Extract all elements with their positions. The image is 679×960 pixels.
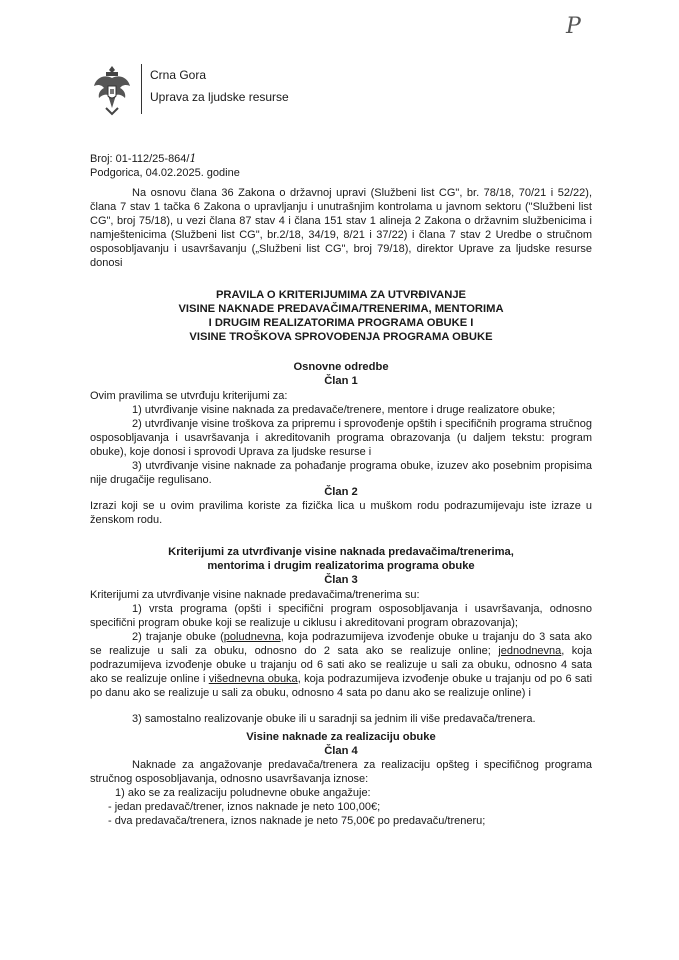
section-heading: Visine naknade za realizaciju obuke — [246, 731, 436, 743]
title-line: VISINE NAKNADE PREDAVAČIMA/TRENERIMA, MENTORIMA — [178, 303, 504, 315]
article-heading: Član 1 — [324, 375, 358, 387]
underlined-term: višednevna obuka — [208, 673, 298, 685]
text-segment: , koja podrazumijeva izvođenje obuke u trajanju od po 6 sati po danu ako se realizuje u sali za obuku, odnosno 4 sata po danu ako se realizuje online) i — [90, 673, 593, 699]
title-line: PRAVILA O KRITERIJUMIMA ZA UTVRĐIVANJE — [215, 289, 467, 301]
document-title — [90, 288, 592, 344]
list-item: 2) utvrđivanje visine troškova za pripremu i sprovođenje opštih i specifičnih programa stručnog osposobljavanja i usavršavanja i akreditovanih programa obrazovanja (u daljem tekstu: program obuke), koje donosi i sprovodi Uprava za ljudske resurse i — [90, 418, 592, 458]
article-intro: Ovim pravilima se utvrđuju kriterijumi za: — [90, 390, 288, 402]
section-heading — [90, 545, 592, 573]
article-intro: Kriterijumi za utvrđivanje visine naknade predavačima/trenerima su: — [90, 589, 420, 601]
text-segment: , koja podrazumijeva izvođenje obuke u trajanju do 3 sata ako se realizuje u sali za obuku, odnosno do 2 sata ako se realizuje online; — [90, 631, 592, 657]
underlined-term: jednodnevna — [498, 645, 562, 657]
section-heading: Osnovne odredbe — [293, 361, 389, 373]
list-item: 1) utvrđivanje visine naknada za predavače/trenere, mentore i druge realizatore obuke; — [132, 404, 556, 416]
article-heading: Član 2 — [324, 486, 358, 498]
reference-date: Podgorica, 04.02.2025. godine — [90, 167, 240, 179]
list-item: 1) vrsta programa (opšti i specifični program osposobljavanja i usavršavanja, odnosno specifični program obuke koji se realizuje u ciklusu i akreditovani program obrazovanja); — [90, 603, 592, 629]
list-item — [90, 630, 592, 700]
header-organization: Uprava za ljudske resurse — [150, 90, 289, 104]
section-heading-line: mentorima i drugim realizatorima programa obuke — [207, 560, 475, 572]
text-segment: 2) trajanje obuke ( — [132, 631, 224, 643]
header-divider — [141, 64, 142, 114]
article-text: Izrazi koji se u ovim pravilima koriste za fizička lica u muškom rodu podrazumijevaju iste izraze u ženskom rodu. — [90, 500, 592, 526]
coat-of-arms-icon — [90, 64, 134, 116]
article-heading: Član 3 — [324, 574, 358, 586]
text-segment: , koja podrazumijeva izvođenje obuke u trajanju od 6 sati ako se realizuje u sali za obuku, odnosno 4 sata ako se realizuje online i — [90, 645, 592, 685]
article-heading: Član 4 — [324, 745, 358, 757]
section-heading-line: Kriterijumi za utvrđivanje visine naknada predavačima/trenerima, — [168, 546, 514, 558]
header-country: Crna Gora — [150, 68, 207, 82]
underlined-term: poludnevna — [223, 631, 281, 643]
list-item: 3) utvrđivanje visine naknade za pohađanje programa obuke, izuzev ako posebnim propisima nije drugačije regulisano. — [90, 460, 592, 486]
list-item: 3) samostalno realizovanje obuke ili u saradnji sa jednim ili više predavača/trenera. — [132, 713, 536, 725]
list-item: - jedan predavač/trener, iznos naknade je neto 100,00€; — [108, 801, 381, 813]
reference-block — [90, 152, 240, 180]
reference-number-suffix: 1 — [189, 152, 197, 165]
title-line: VISINE TROŠKOVA SPROVOĐENJA PROGRAMA OBUKE — [189, 331, 493, 343]
handwritten-initial: P — [566, 14, 581, 39]
list-item: 1) ako se za realizaciju poludnevne obuke angažuje: — [115, 787, 371, 799]
reference-number: Broj: 01-112/25-864/ — [90, 153, 190, 165]
article-intro: Naknade za angažovanje predavača/trenera za realizaciju opšteg i specifičnog programa stručnog osposobljavanja, odnosno usavršavanja iznose: — [90, 759, 592, 785]
list-item: - dva predavača/trenera, iznos naknade je neto 75,00€ po predavaču/treneru; — [108, 815, 486, 827]
title-line: I DRUGIM REALIZATORIMA PROGRAMA OBUKE I — [208, 317, 474, 329]
preamble: Na osnovu člana 36 Zakona o državnoj upravi (Službeni list CG", br. 78/18, 70/21 i 52/22), člana 7 stav 1 tačka 6 Zakona o upravljanju i unutrašnjim kontrolama u javnom sektoru ("Službeni list CG", broj 75/18), u vezi člana 87 stav 4 i člana 151 stav 1 alineja 2 Zakona o državnim službenicima i namještenicima (Službeni list CG", br.2/18, 34/19, 8/21 i 37/22) i člana 7 stav 2 Uredbe o stručnom osposobljavanju i usavršavanju („Službeni list CG", broj 79/18), direktor Uprave za ljudske resurse donosi — [90, 187, 592, 269]
